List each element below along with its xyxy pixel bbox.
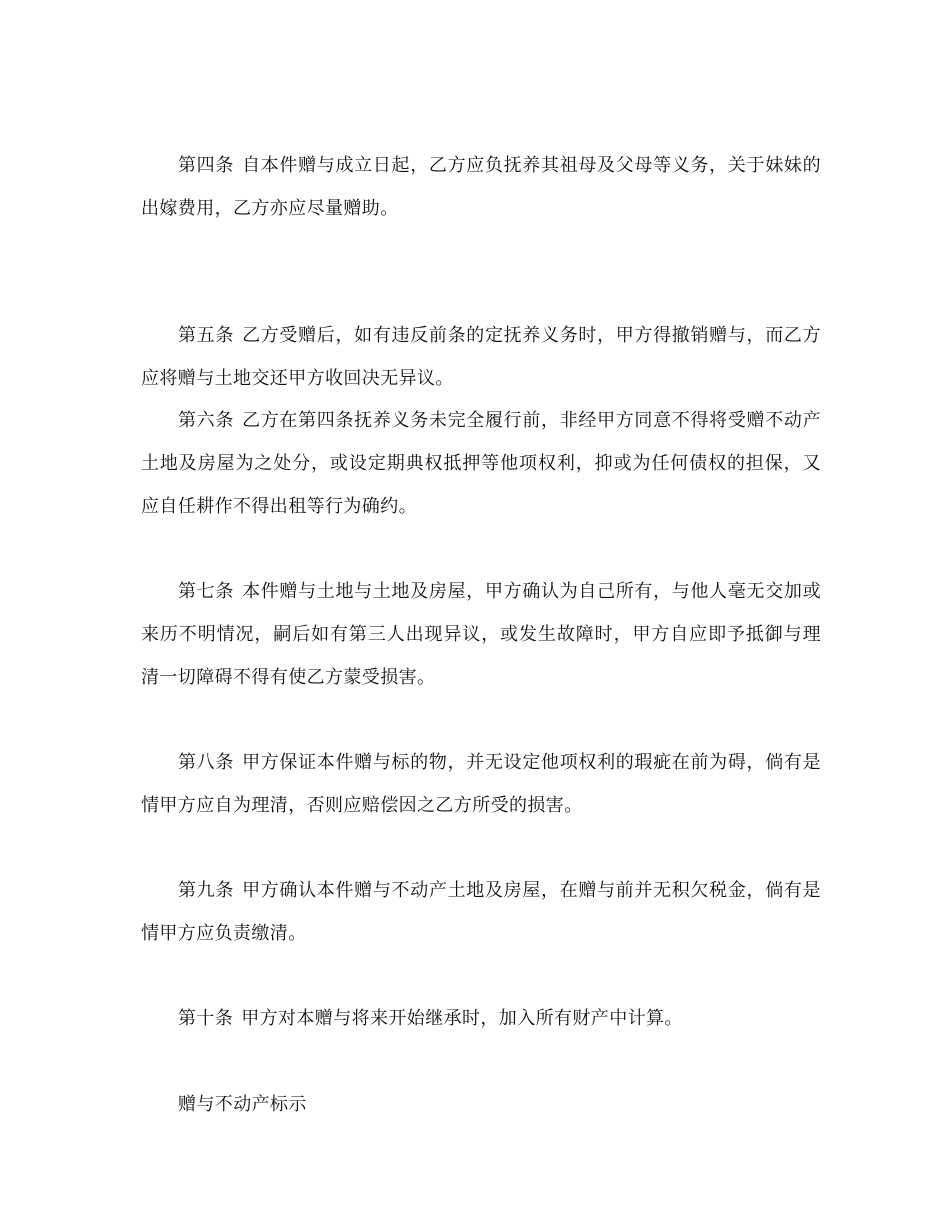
article-9-number: 第九条 (178, 880, 235, 901)
article-8 (141, 741, 821, 827)
article-10-number: 第十条 (178, 1008, 234, 1029)
article-4 (141, 144, 821, 230)
article-5-number: 第五条 (178, 325, 235, 346)
article-8-number: 第八条 (178, 752, 235, 773)
article-4-number: 第四条 (178, 155, 235, 176)
article-8-text: 甲方保证本件赠与标的物，并无设定他项权利的瑕疵在前为碍，倘有是情甲方应自为理清，否则应赔偿因之乙方所受的损害。 (141, 752, 821, 816)
article-7 (141, 570, 821, 699)
article-6 (141, 399, 821, 528)
article-10 (141, 997, 821, 1040)
article-4-text: 自本件赠与成立日起，乙方应负抚养其祖母及父母等义务，关于妹妹的出嫁费用，乙方亦应尽量赠助。 (141, 155, 821, 219)
article-10-text: 甲方对本赠与将来开始继承时，加入所有财产中计算。 (241, 1008, 683, 1029)
article-9-text: 甲方确认本件赠与不动产土地及房屋，在赠与前并无积欠税金，倘有是情甲方应负责缴清。 (141, 880, 821, 944)
article-9 (141, 869, 821, 955)
article-7-number: 第七条 (178, 581, 235, 602)
article-5 (141, 314, 821, 400)
article-5-text: 乙方受赠后，如有违反前条的定抚养义务时，甲方得撤销赠与，而乙方应将赠与土地交还甲方收回决无异议。 (141, 325, 821, 389)
article-7-text: 本件赠与土地与土地及房屋，甲方确认为自己所有，与他人毫无交加或来历不明情况，嗣后如有第三人出现异议，或发生故障时，甲方自应即予抵御与理清一切障碍不得有使乙方蒙受损害。 (141, 581, 821, 688)
article-6-text: 乙方在第四条抚养义务未完全履行前，非经甲方同意不得将受赠不动产土地及房屋为之处分，或设定期典权抵押等他项权利，抑或为任何债权的担保，又应自任耕作不得出租等行为确约。 (141, 410, 821, 517)
article-6-number: 第六条 (178, 410, 235, 431)
section-heading: 赠与不动产标示 (178, 1094, 307, 1115)
